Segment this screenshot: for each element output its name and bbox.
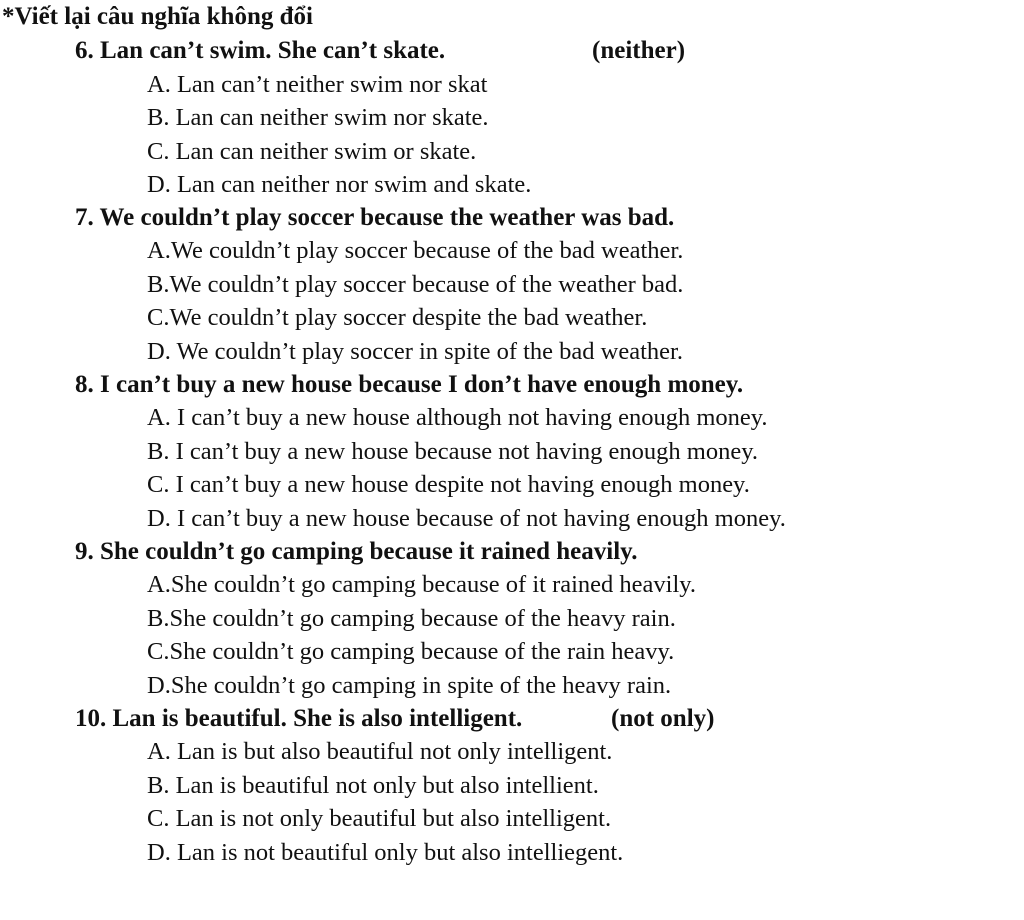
- question-6-option-b: B. Lan can neither swim nor skate.: [147, 104, 489, 131]
- question-8-option-b: B. I can’t buy a new house because not having enough money.: [147, 438, 758, 465]
- question-10-hint: (not only): [611, 705, 715, 732]
- question-9-option-d: D.She couldn’t go camping in spite of the heavy rain.: [147, 672, 672, 699]
- question-8-option-c: C. I can’t buy a new house despite not having enough money.: [147, 471, 750, 498]
- question-10-option-a: A. Lan is but also beautiful not only intelligent.: [147, 738, 613, 765]
- question-9-stem: 9. She couldn’t go camping because it rained heavily.: [75, 538, 638, 565]
- question-6-hint: (neither): [592, 37, 686, 64]
- question-6-stem: 6. Lan can’t swim. She can’t skate.: [75, 37, 446, 64]
- question-8-option-a: A. I can’t buy a new house although not having enough money.: [147, 404, 768, 431]
- question-6-option-d: D. Lan can neither nor swim and skate.: [147, 171, 532, 198]
- question-8-option-d: D. I can’t buy a new house because of not having enough money.: [147, 505, 786, 532]
- question-7-stem: 7. We couldn’t play soccer because the weather was bad.: [75, 204, 675, 231]
- question-10-option-b: B. Lan is beautiful not only but also intellient.: [147, 772, 599, 799]
- question-7-option-d: D. We couldn’t play soccer in spite of the bad weather.: [147, 338, 683, 365]
- question-7-option-a: A.We couldn’t play soccer because of the bad weather.: [147, 237, 684, 264]
- question-6-option-a: A. Lan can’t neither swim nor skat: [147, 71, 488, 98]
- question-7-option-b: B.We couldn’t play soccer because of the weather bad.: [147, 271, 684, 298]
- question-6-option-c: C. Lan can neither swim or skate.: [147, 138, 477, 165]
- worksheet-heading: *Viết lại câu nghĩa không đổi: [2, 3, 313, 30]
- question-8-stem: 8. I can’t buy a new house because I don’t have enough money.: [75, 371, 744, 398]
- question-7-option-c: C.We couldn’t play soccer despite the bad weather.: [147, 304, 648, 331]
- question-9-option-c: C.She couldn’t go camping because of the rain heavy.: [147, 638, 675, 665]
- question-9-option-b: B.She couldn’t go camping because of the heavy rain.: [147, 605, 676, 632]
- question-10-stem: 10. Lan is beautiful. She is also intelligent.: [75, 705, 523, 732]
- question-10-option-c: C. Lan is not only beautiful but also intelligent.: [147, 805, 612, 832]
- question-9-option-a: A.She couldn’t go camping because of it rained heavily.: [147, 571, 697, 598]
- question-10-option-d: D. Lan is not beautiful only but also intelliegent.: [147, 839, 624, 866]
